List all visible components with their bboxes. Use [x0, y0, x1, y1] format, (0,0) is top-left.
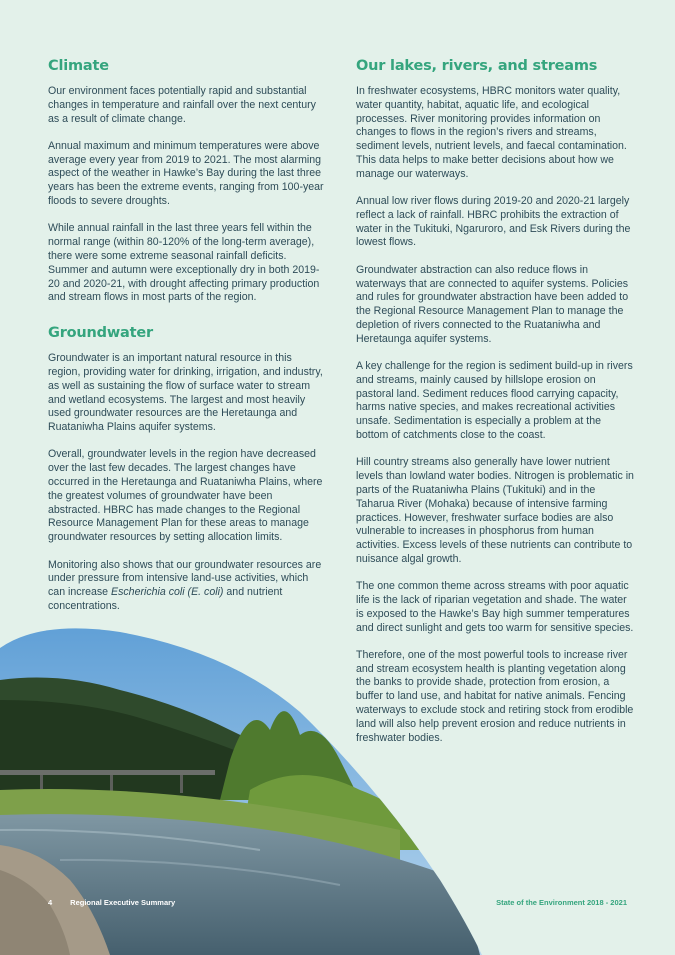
- groundwater-paragraph: [48, 559, 326, 614]
- rivers-paragraph: A key challenge for the region is sediment build-up in rivers and streams, mainly caused by hillslope erosion on pastoral land. Sediment reduces flood carrying capacity, harms native species, and makes recreational activities unsafe. Sedimentation is especially a problem at the bottom of catchments close to the coast.: [356, 360, 633, 442]
- groundwater-text: Monitoring also shows that our groundwater resources are under pressure from intensive land-use activities, which can increase: [48, 558, 322, 599]
- groundwater-text: and nutrient concentrations.: [48, 586, 283, 612]
- climate-heading: Climate: [48, 58, 109, 74]
- rivers-paragraph: Therefore, one of the most powerful tools to increase river and stream ecosystem health is planting vegetation along the banks to provide shade, protection from erosion, a buffer to land use, and habitat for native animals. Fencing waterways to exclude stock and retiring stock from erodible land will also help prevent erosion and reduce nutrients in freshwater bodies.: [356, 648, 634, 744]
- rivers-heading: Our lakes, rivers, and streams: [356, 58, 598, 74]
- climate-paragraph: Our environment faces potentially rapid and substantial changes in temperature and rainfall over the next century as a result of climate change.: [48, 85, 316, 125]
- rivers-paragraph: Annual low river flows during 2019-20 and 2020-21 largely reflect a lack of rainfall. HBRC prohibits the extraction of water in the Tukituki, Ngaruroro, and Esk Rivers during the lowest flows.: [356, 195, 631, 249]
- species-name: Escherichia coli (E. coli): [111, 586, 224, 599]
- climate-paragraph: Annual maximum and minimum temperatures were above average every year from 2019 to 2021. The most alarming aspect of the weather in Hawke’s Bay during the last three years has been the extreme events, ranging from 100-year floods to severe droughts.: [48, 139, 324, 208]
- rivers-paragraph: Groundwater abstraction can also reduce flows in waterways that are connected to aquifer systems. Policies and rules for groundwater abstraction have been added to the Regional Resource Management Plan to manage the depletion of rivers connected to the Ruataniwha and Heretaunga aquifer systems.: [356, 263, 629, 345]
- rivers-paragraph: In freshwater ecosystems, HBRC monitors water quality, water quantity, habitat, aquatic life, and ecological processes. River monitoring provides information on changes to flows in the region’s rivers and streams, sediment levels, nutrient levels, and faecal contamination. This data helps to make better decisions about how we manage our waterways.: [356, 85, 627, 180]
- climate-paragraph: While annual rainfall in the last three years fell within the normal range (within 80-120% of the long-term average), there were some extreme seasonal rainfall deficits. Summer and autumn were exceptionally dry in both 2019-20 and 2020-21, with drought affecting primary production and stream flows in most parts of the region.: [48, 222, 320, 304]
- footer-report-title: State of the Environment 2018 - 2021: [496, 898, 627, 907]
- rivers-paragraph: Hill country streams also generally have lower nutrient levels than lowland water bodies. Nitrogen is problematic in parts of the Ruataniwha Plains (Tukituki) and in the Taharua River (Mohaka) because of intensive farming practices. However, freshwater surface bodies are also vulnerable to increases in phosphorus from human activities. Excess levels of these nutrients can contribute to nuisance algal growth.: [356, 456, 634, 565]
- left-column: [48, 58, 326, 627]
- groundwater-paragraph: Overall, groundwater levels in the region have decreased over the last few decades. The largest changes have occurred in the Heretaunga and Ruataniwha Plains, where the greatest volumes of groundwater have been abstracted. HBRC has made changes to the Regional Resource Management Plan for these areas to manage groundwater resources by setting allocation limits.: [48, 448, 323, 544]
- groundwater-heading: Groundwater: [48, 325, 153, 342]
- rivers-paragraph: The one common theme across streams with poor aquatic life is the lack of riparian vegetation and shade. The water is exposed to the Hawke’s Bay high summer temperatures and direct sunlight and gets too warm for sensitive species.: [356, 580, 634, 634]
- right-column: [356, 58, 634, 759]
- page-number: 4: [48, 898, 53, 907]
- footer-section-label: Regional Executive Summary: [70, 898, 176, 907]
- groundwater-paragraph: Groundwater is an important natural resource in this region, providing water for drinking, irrigation, and industry, as well as sustaining the flow of surface water to stream and wetland ecosystems. The largest and most heavily used groundwater resources are the Heretaunga and Ruataniwha Plains aquifer systems.: [48, 352, 323, 434]
- footer-left: [48, 898, 175, 907]
